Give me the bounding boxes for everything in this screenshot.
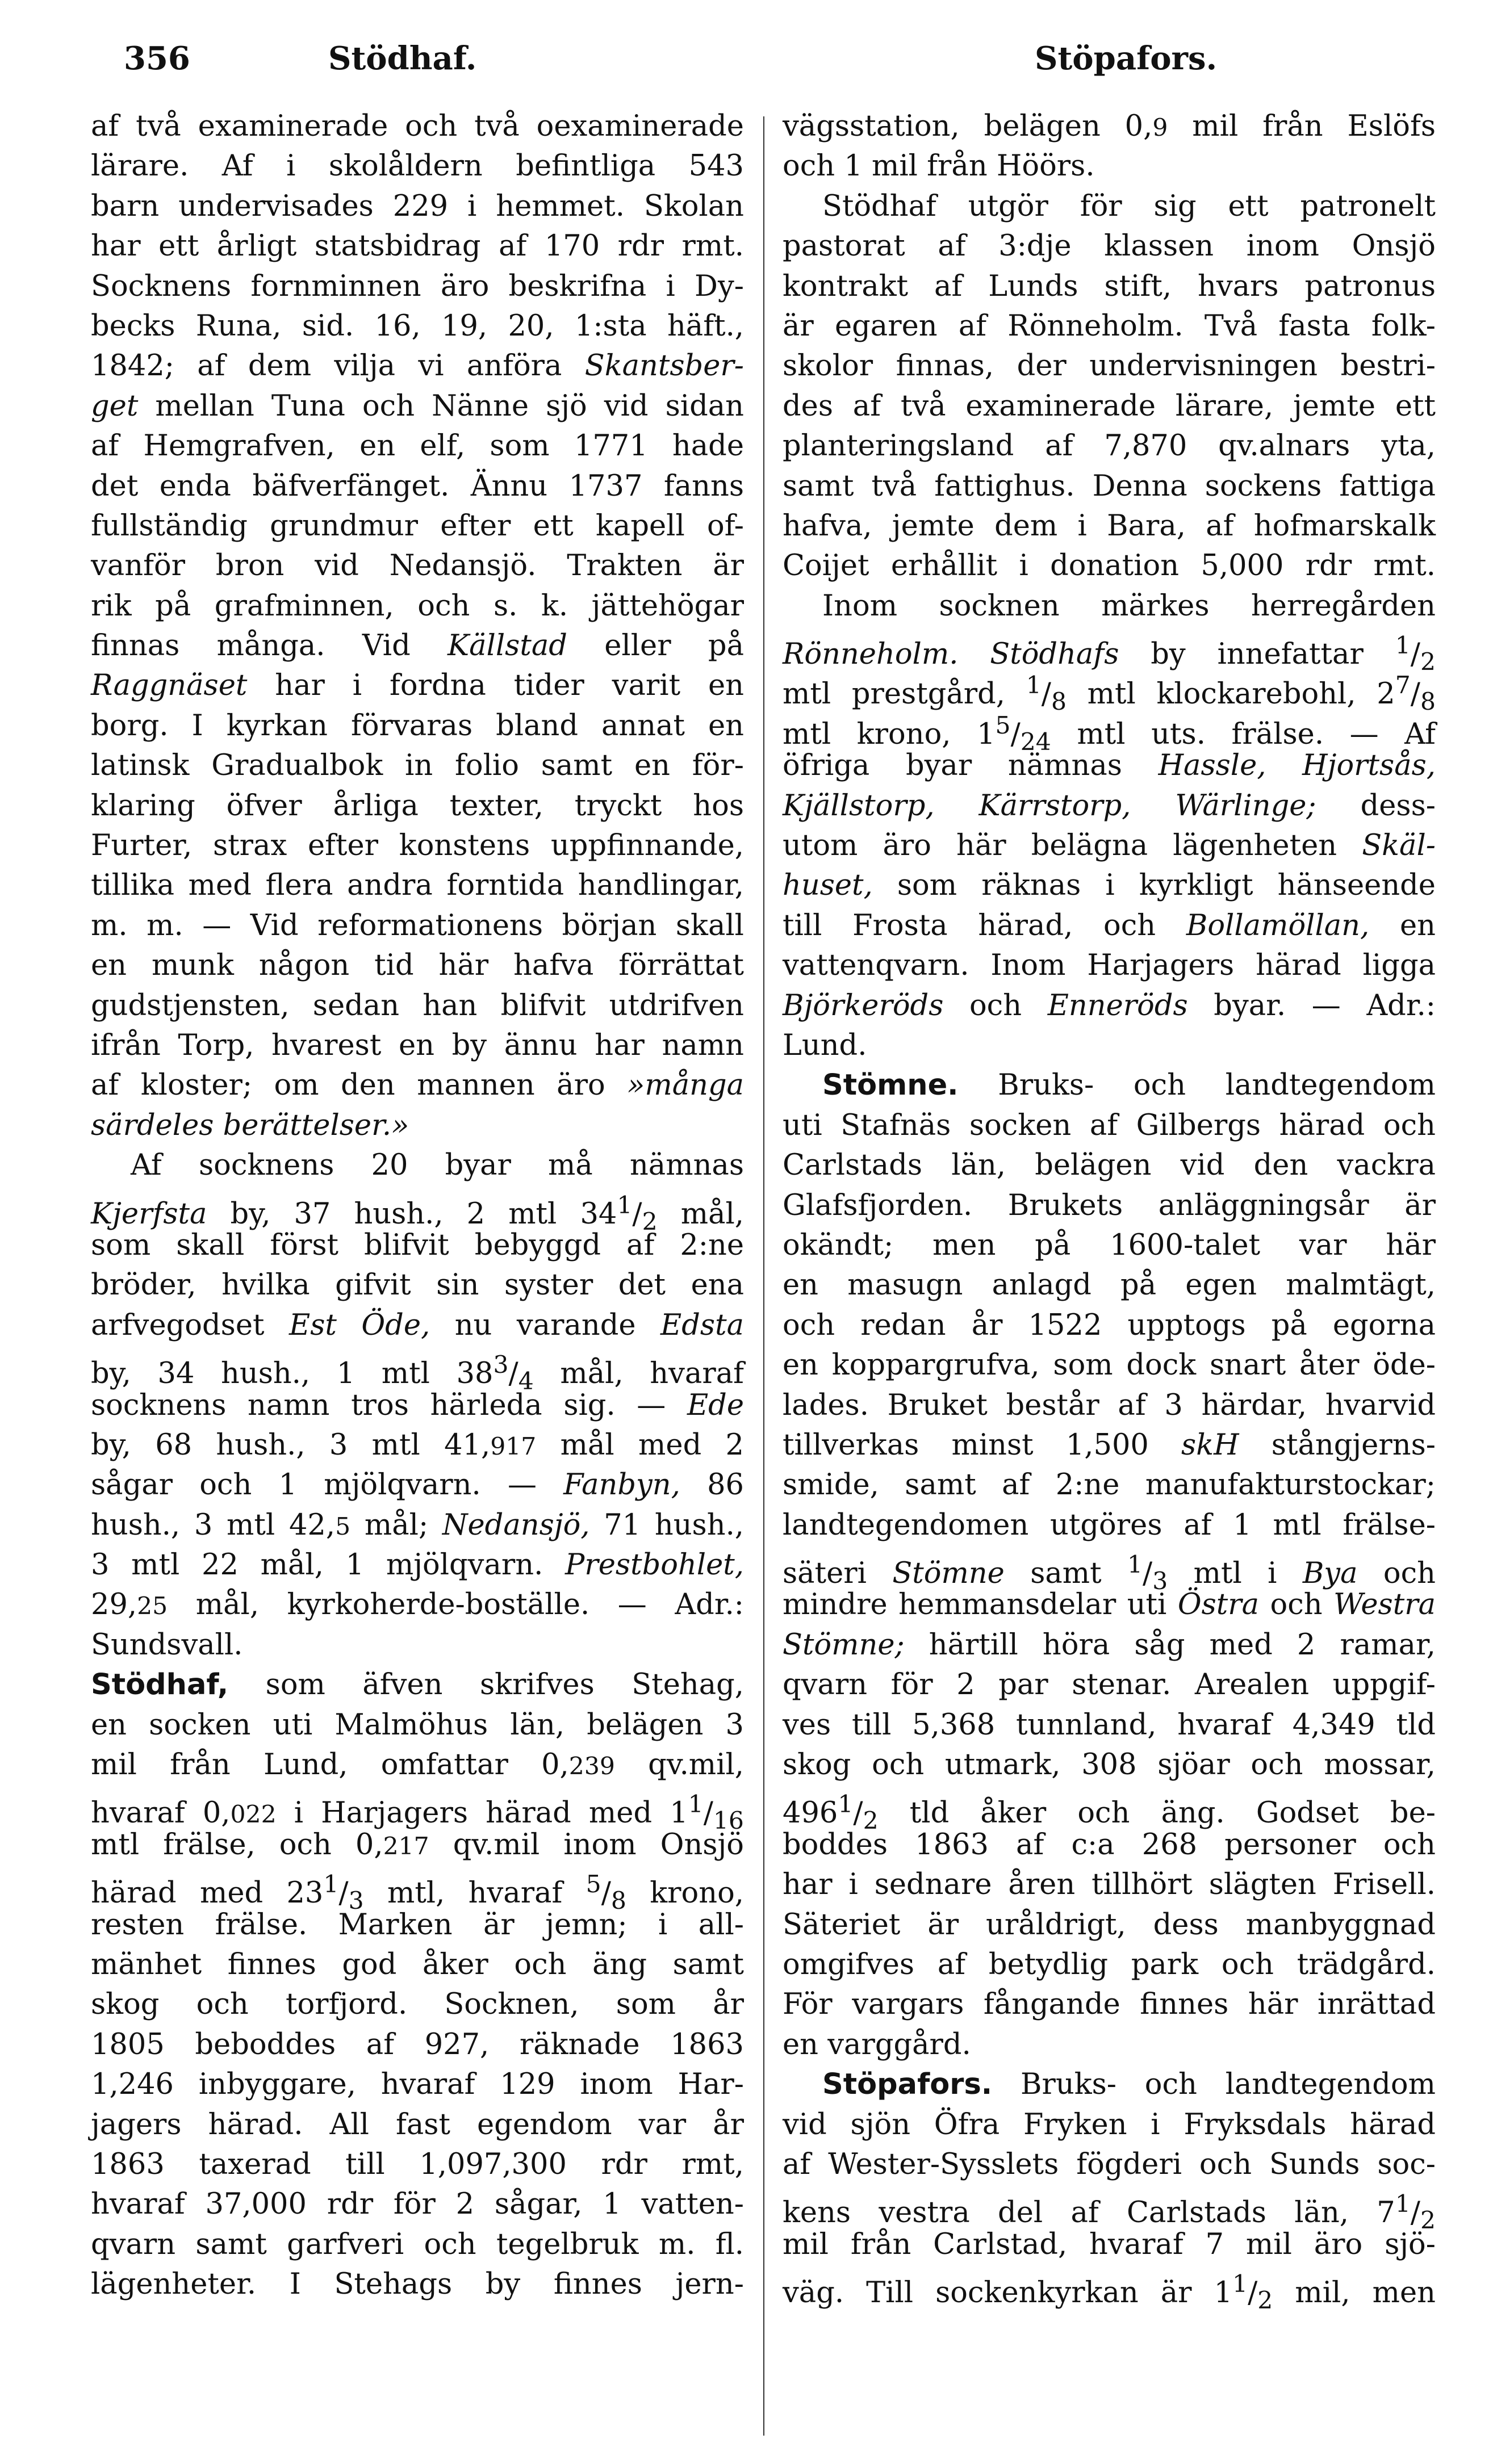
- text-line: 1,246 inbyggare, hvaraf 129 inom Har-: [91, 2068, 744, 2102]
- text-line: säteri Stömne samt $^1/_3$ mtl i Bya och: [783, 1551, 1436, 1596]
- text-line: barn undervisades 229 i hemmet. Skolan: [91, 189, 744, 223]
- text-line: uti Stafnäs socken af Gilbergs härad och: [783, 1108, 1436, 1142]
- text-line: Stömne; härtill höra såg med 2 ramar,: [783, 1628, 1436, 1662]
- text-line: af två examinerade och två oexaminerade: [91, 110, 744, 143]
- text-line: en varggård.: [783, 2027, 971, 2061]
- text-line: kontrakt af Lunds stift, hvars patronus: [783, 269, 1436, 303]
- text-line: resten frälse. Marken är jemn; i all-: [91, 1908, 744, 1942]
- text-line: finnas många. Vid Källstad eller på: [91, 629, 744, 663]
- text-line: hvaraf 0,022 i Harjagers härad med $1^1/_{16}$: [91, 1791, 744, 1836]
- text-line: lägenheter. I Stehags by finnes jern-: [91, 2268, 744, 2302]
- page-header: [0, 35, 1493, 92]
- text-line: Raggnäset har i fordna tider varit en: [91, 669, 744, 703]
- text-line: För vargars fångande finnes här inrättad: [783, 1988, 1436, 2022]
- text-line: Kjällstorp, Kärrstorp, Wärlinge; dess-: [783, 789, 1436, 823]
- text-line: m. m. — Vid reformationens början skall: [91, 908, 744, 942]
- text-line: en koppargrufva, som dock snart åter öde-: [783, 1348, 1436, 1382]
- text-line: mil från Lund, omfattar 0,239 qv.mil,: [91, 1748, 744, 1782]
- text-line: en munk någon tid här hafva förrättat: [91, 949, 744, 983]
- text-line: mindre hemmansdelar uti Östra och Westra: [783, 1588, 1436, 1622]
- text-line: 1805 beboddes af 927, räknade 1863: [91, 2027, 744, 2061]
- text-line: $496^1/_2$ tld åker och äng. Godset be-: [783, 1791, 1436, 1836]
- text-line: Stödhaf, som äfven skrifves Stehag,: [91, 1668, 744, 1702]
- text-line: smide, samt af 2:ne manufakturstockar;: [783, 1468, 1436, 1502]
- text-line: Rönneholm. Stödhafs by innefattar $^1/_2$: [783, 632, 1436, 677]
- text-line: det enda bäfverfänget. Ännu 1737 fanns: [91, 469, 744, 503]
- text-line: af Wester-Sysslets fögderi och Sunds soc-: [783, 2147, 1436, 2181]
- text-line: vägsstation, belägen 0,9 mil från Eslöfs: [783, 110, 1436, 143]
- text-line: skolor finnas, der undervisningen bestri-: [783, 349, 1436, 383]
- text-line: qvarn samt garfveri och tegelbruk m. fl.: [91, 2227, 744, 2261]
- text-line: lades. Bruket består af 3 härdar, hvarvid: [783, 1388, 1436, 1422]
- text-line: mänhet finnes god åker och äng samt: [91, 1947, 744, 1981]
- text-line: utom äro här belägna lägenheten Skäl-: [783, 829, 1436, 863]
- text-line: planteringsland af 7,870 qv.alnars yta,: [783, 429, 1436, 463]
- right-column: [783, 107, 1436, 2315]
- text-line: landtegendomen utgöres af 1 mtl frälse-: [783, 1508, 1436, 1542]
- text-line: sågar och 1 mjölqvarn. — Fanbyn, 86: [91, 1468, 744, 1502]
- text-line: af Hemgrafven, en elf, som 1771 hade: [91, 429, 744, 463]
- text-line: fullständig grundmur efter ett kapell of-: [91, 509, 744, 543]
- text-line: lärare. Af i skolåldern befintliga 543: [91, 149, 744, 183]
- text-line: get mellan Tuna och Nänne sjö vid sidan: [91, 389, 744, 423]
- text-line: en socken uti Malmöhus län, belägen 3: [91, 1708, 744, 1742]
- text-line: gudstjensten, sedan han blifvit utdrifven: [91, 988, 744, 1023]
- text-line: omgifves af betydlig park och trädgård.: [783, 1947, 1436, 1981]
- text-line: Stöpafors. Bruks- och landtegendom: [822, 2068, 1436, 2102]
- text-line: väg. Till sockenkyrkan är $1^1/_2$ mil, men: [783, 2270, 1436, 2315]
- text-line: Glafsfjorden. Brukets anläggningsår är: [783, 1188, 1436, 1222]
- text-line: Lund.: [783, 1028, 867, 1062]
- text-line: bröder, hvilka gifvit sin syster det ena: [91, 1268, 744, 1302]
- text-line: har i sednare åren tillhört slägten Frisell.: [783, 1868, 1436, 1902]
- text-line: öfriga byar nämnas Hassle, Hjortsås,: [783, 749, 1436, 783]
- text-line: ifrån Torp, hvarest en by ännu har namn: [91, 1028, 744, 1062]
- page-number: 356: [124, 40, 190, 77]
- text-line: kens vestra del af Carlstads län, $7^1/_2$: [783, 2190, 1436, 2235]
- running-heading-right: Stöpafors.: [1035, 40, 1218, 77]
- text-line: och redan år 1522 upptogs på egorna: [783, 1308, 1436, 1342]
- text-line: by, 34 hush., 1 mtl $38^3/_4$ mål, hvaraf: [91, 1351, 744, 1396]
- text-line: becks Runa, sid. 16, 19, 20, 1:sta häft.,: [91, 309, 744, 343]
- text-line: mil från Carlstad, hvaraf 7 mil äro sjö-: [783, 2227, 1436, 2261]
- text-line: hush., 3 mtl 42,5 mål; Nedansjö, 71 hush.,: [91, 1508, 744, 1542]
- text-line: boddes 1863 af c:a 268 personer och: [783, 1828, 1436, 1862]
- text-line: till Frosta härad, och Bollamöllan, en: [783, 908, 1436, 942]
- text-line: skog och torfjord. Socknen, som år: [91, 1988, 744, 2022]
- text-line: af kloster; om den mannen äro »många: [91, 1068, 744, 1103]
- text-line: 29,25 mål, kyrkoherde-boställe. — Adr.:: [91, 1588, 744, 1622]
- text-line: Carlstads län, belägen vid den vackra: [783, 1149, 1436, 1183]
- text-line: vid sjön Öfra Fryken i Fryksdals härad: [783, 2107, 1436, 2142]
- text-line: pastorat af 3:dje klassen inom Onsjö: [783, 229, 1436, 263]
- text-line: har ett årligt statsbidrag af 170 rdr rmt.: [91, 229, 744, 263]
- text-line: rik på grafminnen, och s. k. jättehögar: [91, 589, 744, 623]
- text-line: Björkeröds och Enneröds byar. — Adr.:: [783, 988, 1436, 1023]
- text-line: mtl frälse, och 0,217 qv.mil inom Onsjö: [91, 1828, 744, 1862]
- running-heading-left: Stödhaf.: [328, 40, 477, 77]
- text-line: Inom socknen märkes herregården: [822, 589, 1436, 623]
- text-line: är egaren af Rönneholm. Två fasta folk-: [783, 309, 1436, 343]
- column-divider: [763, 116, 764, 2436]
- text-line: jagers härad. All fast egendom var år: [91, 2107, 744, 2142]
- text-line: des af två examinerade lärare, jemte ett: [783, 389, 1436, 423]
- text-line: borg. I kyrkan förvaras bland annat en: [91, 709, 744, 743]
- text-line: mtl krono, $1^5/_{24}$ mtl uts. frälse. — Af: [783, 711, 1436, 757]
- text-line: härad med $23^1/_3$ mtl, hvaraf $^5/_8$ krono,: [91, 1871, 744, 1916]
- text-line: mtl prestgård, $^1/_8$ mtl klockarebohl, $2^7/_8$: [783, 672, 1436, 716]
- text-line: 1863 taxerad till 1,097,300 rdr rmt,: [91, 2147, 744, 2181]
- text-line: arfvegodset Est Öde, nu varande Edsta: [91, 1308, 744, 1342]
- text-line: en masugn anlagd på egen malmtägt,: [783, 1268, 1436, 1302]
- text-line: vattenqvarn. Inom Harjagers härad ligga: [783, 949, 1436, 983]
- text-line: Sundsvall.: [91, 1628, 243, 1662]
- left-column: [91, 107, 744, 2304]
- text-line: klaring öfver årliga texter, tryckt hos: [91, 789, 744, 823]
- text-line: Furter, strax efter konstens uppfinnande,: [91, 829, 744, 863]
- text-line: 3 mtl 22 mål, 1 mjölqvarn. Prestbohlet,: [91, 1548, 744, 1582]
- text-line: tillverkas minst 1,500 skH stångjerns-: [783, 1428, 1436, 1462]
- text-line: hvaraf 37,000 rdr för 2 sågar, 1 vatten-: [91, 2188, 744, 2222]
- text-line: huset, som räknas i kyrkligt hänseende: [783, 869, 1436, 903]
- text-line: och 1 mil från Höörs.: [783, 149, 1095, 183]
- text-line: samt två fattighus. Denna sockens fattiga: [783, 469, 1436, 503]
- text-line: Stömne. Bruks- och landtegendom: [822, 1068, 1436, 1103]
- text-line: socknens namn tros härleda sig. — Ede: [91, 1388, 744, 1422]
- text-line: ves till 5,368 tunnland, hvaraf 4,349 tld: [783, 1708, 1436, 1742]
- text-line: latinsk Gradualbok in folio samt en för-: [91, 749, 744, 783]
- text-line: Af socknens 20 byar må nämnas: [131, 1149, 744, 1183]
- text-line: Kjerfsta by, 37 hush., 2 mtl $34^1/_2$ mål,: [91, 1191, 744, 1236]
- text-line: Coijet erhållit i donation 5,000 rdr rmt.: [783, 549, 1436, 583]
- text-line: 1842; af dem vilja vi anföra Skantsber-: [91, 349, 744, 383]
- text-line: qvarn för 2 par stenar. Arealen uppgif-: [783, 1668, 1436, 1702]
- text-line: Säteriet är uråldrigt, dess manbyggnad: [783, 1908, 1436, 1942]
- text-line: särdeles berättelser.»: [91, 1108, 409, 1142]
- text-line: Stödhaf utgör för sig ett patronelt: [822, 189, 1436, 223]
- text-line: okändt; men på 1600-talet var här: [783, 1228, 1436, 1262]
- text-line: tillika med flera andra forntida handlingar,: [91, 869, 744, 903]
- text-line: som skall först blifvit bebyggd af 2:ne: [91, 1228, 744, 1262]
- text-line: Socknens fornminnen äro beskrifna i Dy-: [91, 269, 744, 303]
- text-line: vanför bron vid Nedansjö. Trakten är: [91, 549, 744, 583]
- text-line: skog och utmark, 308 sjöar och mossar,: [783, 1748, 1436, 1782]
- text-line: hafva, jemte dem i Bara, af hofmarskalk: [783, 509, 1436, 543]
- text-line: by, 68 hush., 3 mtl 41,917 mål med 2: [91, 1428, 744, 1462]
